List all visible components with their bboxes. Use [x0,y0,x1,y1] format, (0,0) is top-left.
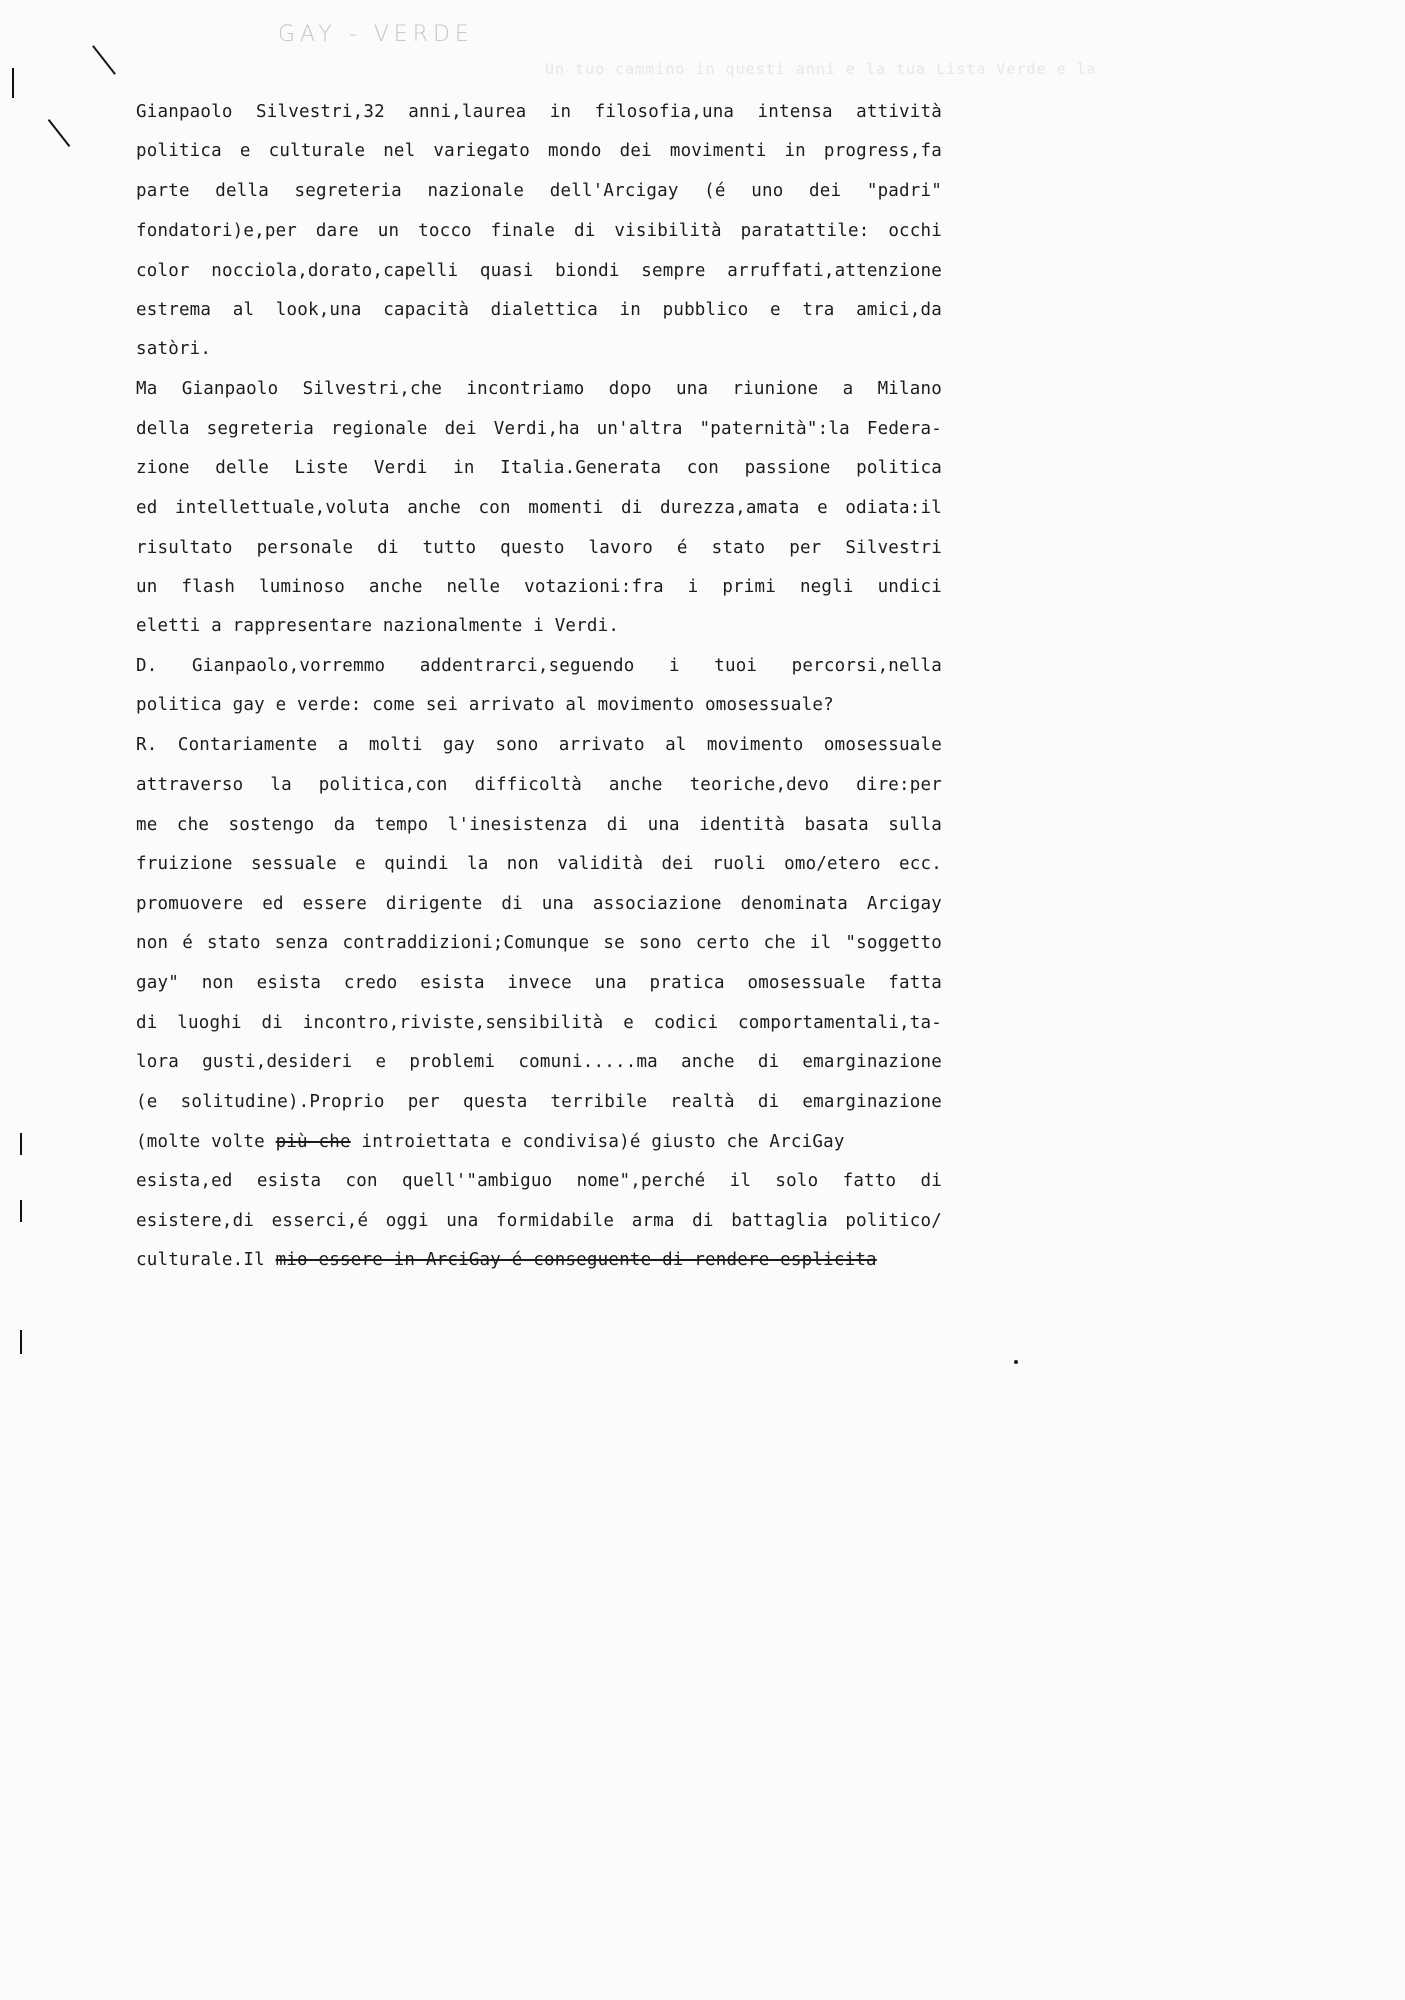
answer-line: esista,ed esista con quell'"ambiguo nome",perché il solo fatto di [136,1171,942,1191]
margin-slash-mark [92,45,116,75]
answer-line: promuovere ed essere dirigente di una associazione denominata Arcigay [136,894,942,914]
question-line: D. Gianpaolo,vorremmo addentrarci,seguendo i tuoi percorsi,nella [136,656,942,676]
margin-tick-mark [20,1200,22,1222]
text-line: della segreteria regionale dei Verdi,ha un'altra "paternità":la Federa- [136,419,942,439]
answer-line-start: culturale.Il [136,1250,276,1270]
text-line: Gianpaolo Silvestri,32 anni,laurea in filosofia,una intensa attività [136,102,942,122]
text-line: color nocciola,dorato,capelli quasi biondi sempre arruffati,attenzione [136,261,942,281]
answer-line: lora gusti,desideri e problemi comuni.....ma anche di emarginazione [136,1052,942,1072]
text-line: Ma Gianpaolo Silvestri,che incontriamo dopo una riunione a Milano [136,379,942,399]
answer-line-start: (molte volte [136,1132,276,1152]
answer-line [136,1130,942,1154]
struck-out-text: mio essere in ArciGay é conseguente di rendere esplicita [275,1250,877,1270]
answer-line: di luoghi di incontro,riviste,sensibilità e codici comportamentali,ta- [136,1013,942,1033]
answer-line: non é stato senza contraddizioni;Comunque se sono certo che il "soggetto [136,933,942,953]
text-line: satòri. [136,339,212,359]
answer-line: esistere,di esserci,é oggi una formidabile arma di battaglia politico/ [136,1211,942,1231]
question-line: politica gay e verde: come sei arrivato al movimento omosessuale? [136,695,834,715]
answer-line: attraverso la politica,con difficoltà anche teoriche,devo dire:per [136,775,942,795]
text-line: eletti a rappresentare nazionalmente i Verdi. [136,616,620,636]
answer-line [136,1248,942,1272]
answer-line: R. Contariamente a molti gay sono arrivato al movimento omosessuale [136,735,942,755]
answer-line: (e solitudine).Proprio per questa terribile realtà di emarginazione [136,1092,942,1112]
answer-line: gay" non esista credo esista invece una pratica omosessuale fatta [136,973,942,993]
faint-bleed-through-text: Un tuo cammino in questi anni e la tua Lista Verde e la [545,60,1097,78]
text-line: risultato personale di tutto questo lavoro é stato per Silvestri [136,538,942,558]
ink-dot [1014,1360,1018,1364]
text-line: parte della segreteria nazionale dell'Arcigay (é uno dei "padri" [136,181,942,201]
text-line: ed intellettuale,voluta anche con momenti di durezza,amata e odiata:il [136,498,942,518]
handwritten-note: GAY - VERDE [278,22,474,47]
margin-slash-mark [48,119,71,147]
answer-line-rest: introiettata e condivisa)é giusto che ArciGay [350,1132,845,1152]
struck-out-text: più che [275,1132,351,1152]
answer-line: me che sostengo da tempo l'inesistenza di una identità basata sulla [136,815,942,835]
answer-line: fruizione sessuale e quindi la non validità dei ruoli omo/etero ecc. [136,854,942,874]
margin-tick-mark [20,1133,22,1155]
margin-tick-mark [12,68,14,98]
text-line: politica e culturale nel variegato mondo dei movimenti in progress,fa [136,141,942,161]
text-line: estrema al look,una capacità dialettica in pubblico e tra amici,da [136,300,942,320]
text-line: zione delle Liste Verdi in Italia.Generata con passione politica [136,458,942,478]
margin-tick-mark [20,1330,22,1354]
text-line: un flash luminoso anche nelle votazioni:fra i primi negli undici [136,577,942,597]
text-line: fondatori)e,per dare un tocco finale di visibilità paratattile: occhi [136,221,942,241]
